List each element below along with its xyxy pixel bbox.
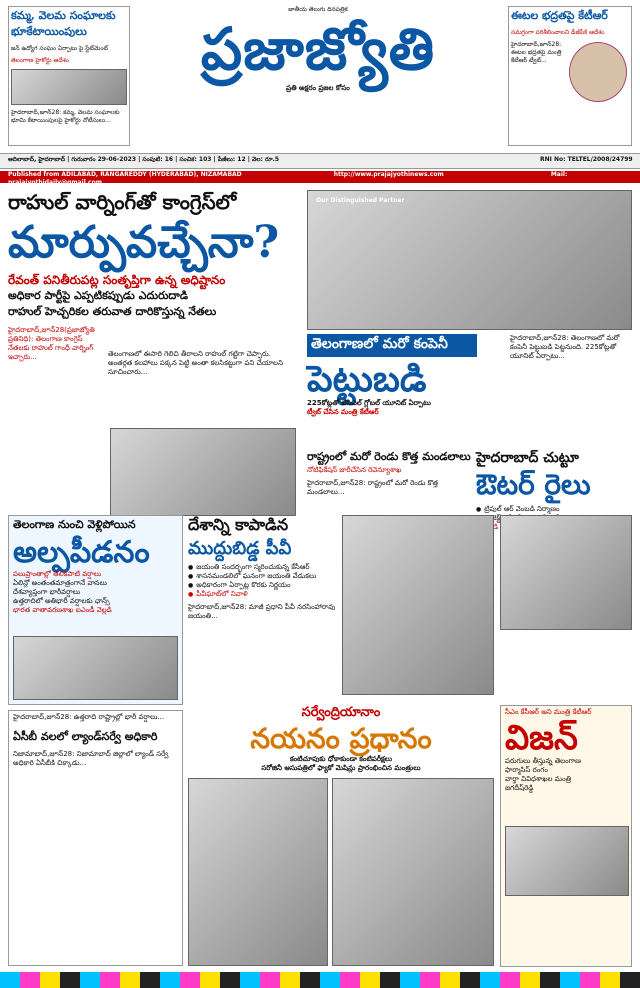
company-photo: Our Distinguished Partner [307, 190, 632, 330]
lead-body: తెలంగాణలో ఈసారి గెలిచి తీరాలని రాహుల్ గట్టిగా చెప్పారు. అంతర్గత కలహాలు పక్కన పెట్టి అంతా కలసికట్టుగా పని చేయాలని సూచించారు... [108, 350, 283, 376]
rain-story: తెలంగాణ నుంచి వెళ్లిపోయిన అల్పపీడనం పలుప్రాంతాల్లో తేలికపాటి వర్షాలు ఏలిన్లో అంతంతమాత్రంగానే వానలు దేశవ్యాప్తంగా భారీవర్షాలు ఉత్తరాదిలో అతిభారీ వర్షాలకు ఛాన్స్ భారత వాతావరణశాఖ ఐఎండీ వెల్లడి [8, 515, 183, 705]
mandals-story: రాష్ట్రంలో మరో రెండు కొత్త మండలాలు నోటిఫికేషన్ జారీచేసిన రెవెన్యూశాఖ హైదరాబాద్,జూన్28: రాష్ట్రంలో మరో రెండు కొత్త మండలాలు... [307, 450, 471, 496]
vision-photo [505, 826, 629, 896]
rain-photo [13, 636, 178, 700]
eye-story: సర్వేంద్రియానాం నయనం ప్రధానం కంటిచూపుకు ధోకాకుండా కంటిపరీక్షలు సరోజినీ ఆసుపత్రిలో ఫ్యాకో మెషిన్లు ప్రారంభించిన మంత్రులు [250, 705, 432, 772]
publisher-bar: Published from ADILABAD, RANGAREDDY (HYDERABAD), NIZAMABAD http://www.prajajyothinews.com Mail: prajajyothidaily@gmail.com [0, 171, 640, 183]
right-top-news: ఈటల భద్రతపై కేటీఆర్ సమగ్రంగా పరిశీలించాలని డీజీపీకి ఆదేశం హైదరాబాద్,జూన్28: ఈటల భద్రతపై మంత్రి కేటీఆర్ ట్వీట్... [508, 6, 632, 146]
lead-story: రాహుల్ వార్నింగ్‌తో కాంగ్రెస్‌లో మార్పువచ్చేనా? రేవంత్ పనితీరుపట్ల సంతృప్తిగా ఉన్న అధిష్టానం అధికార పార్టీపై ఎప్పటికప్పుడు ఎదురుదాడి రాహుల్ హెచ్చరికల తరువాత దారికొస్తున్న నేతలు హైదరాబాద్,జూన్28(ప్రజాజ్యోతి ప్రతినిధి): తెలంగాణ కాంగ్రెస్ నేతలకు రాహుల్ గాంధీ వార్నింగ్ ఇచ్చారు... తెలంగాణలో ఈసారి గెలిచి తీరాలని రాహుల్ గట్టిగా చెప్పారు. అంతర్గత కలహాలు పక్కన పెట్టి అంతా కలసికట్టుగా పని చేయాలని సూచించారు... [8, 190, 300, 510]
building-photo [11, 69, 127, 105]
ktr-photo [569, 42, 627, 102]
left-top-news: కమ్మ, వెలమ సంఘాలకు భూకేటాయింపులు జన్‌ ఉద్యోగ సంఘం ఏర్పాటు పై స్టేట్‌మెంట్ తెలంగాణ హైకోర్టు ఆదేశం హైదరాబాద్,జూన్28: కమ్మ, వెలమ సంఘాలకు భూమి కేటాయింపులపై హైకోర్టు నోటీసులు... [8, 6, 130, 146]
vision-story: సీఎం కేసీఆర్ అని మంత్రి కేటీఆర్ విజన్ పరుగులు తీస్తున్న తెలంగాణ ఫార్మాసిస్ రంగం వార్తా వివిధశాఖల మంత్రి జగదీష్‌రెడ్డి [500, 705, 632, 967]
pv-photo [342, 515, 494, 695]
color-strip [0, 972, 640, 988]
landlord-story: హైదరాబాద్,జూన్28: ఉత్తరాది రాష్ట్రాల్లో భారీ వర్షాలు... ఏసీబీ వలలో ల్యాండ్‌సర్వే అధికారి నిజామాబాద్,జూన్28: నిజామాబాద్ జిల్లాలో ల్యాండ్ సర్వే అధికారి ఏసీబీకి చిక్కాడు... [8, 710, 183, 966]
rahul-photo [110, 428, 296, 516]
masthead-title: ప్రజాజ్యోతి [200, 15, 436, 83]
eye-photo-1 [188, 778, 328, 966]
rail-story: హైదరాబాద్ చుట్టూ ఔటర్ రైలు ● ట్రిపుల్ ఆర్ వెంబడి నిర్మాణం ● ● [476, 450, 632, 532]
investment-body: హైదరాబాద్,జూన్28: తెలంగాణలో మరో కంపెనీ పెట్టుబడి పెట్టనుంది. 225కోట్లతో యూనిట్ ఏర్పాటు... [510, 334, 620, 360]
pv-story: దేశాన్ని కాపాడిన ముద్దుబిడ్డ పీవీ ● జయంతి సందర్భంగా స్మరించుకున్న కేసీఆర్ ● శాసనమండలిలో ఘనంగా జయంతి వేడుకలు ● అధికారంగా ఏర్పాట్ల కొరకు నిర్ణయం ● పీవీఘాట్‌లో నివాళి హైదరాబాద్,జూన్28: మాజీ ప్రధాని పీవీ నరసింహారావు జయంతి... [188, 515, 338, 621]
masthead-title-block: జాతీయ తెలుగు దినపత్రిక ప్రజాజ్యోతి ప్రతి అక్షరం ప్రజల కోసం [138, 6, 498, 146]
investment-story: తెలంగాణలో మరో కంపెనీ పెట్టుబడి 225కోట్లతో టిసిఎల్ గ్లోబల్ యూనిట్ ఏర్పాటు ట్వీట్ చేసిన మంత్రి కేటీఆర్ [307, 334, 507, 417]
kishan-photo [500, 515, 632, 630]
eye-photo-2 [332, 778, 494, 966]
